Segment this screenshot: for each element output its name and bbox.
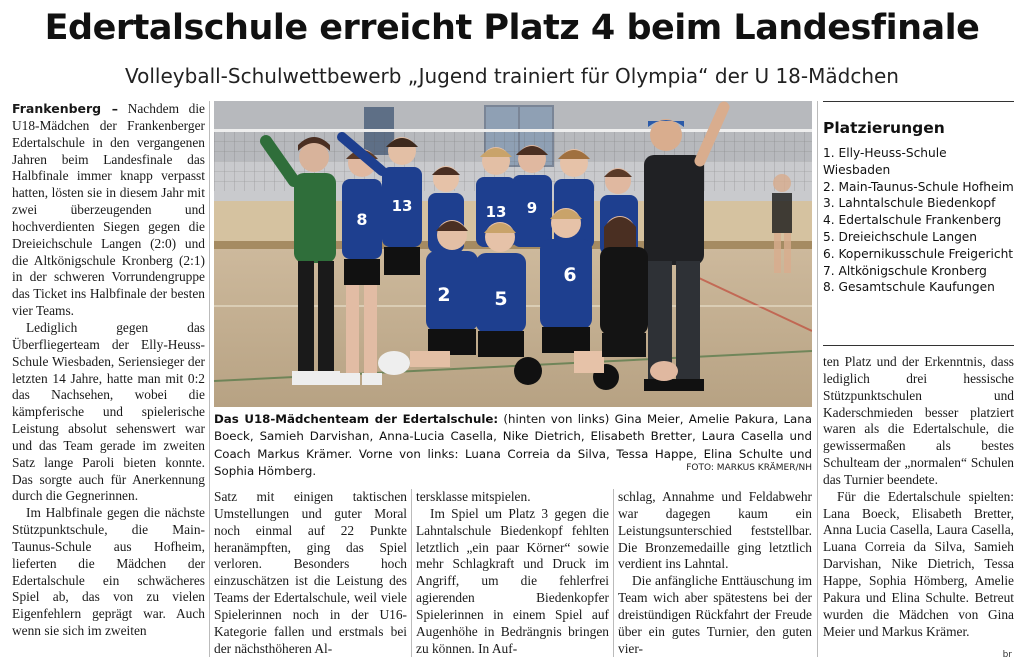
svg-text:9: 9 xyxy=(526,199,538,217)
ranking-item: 8. Gesamtschule Kaufungen xyxy=(823,280,995,295)
paragraph: Im Spiel um Platz 3 gegen die Lahntalschule Biedenkopf fehlten letztlich „ein paar Körner“ sowie mehr Schlagkraft und Druck im Angriff, um die fehlerfrei agierenden Biedenkopfer Spielerinnen in einem Spiel auf Augenhöhe in Bedrängnis bringen zu können. In Auf- xyxy=(416,505,609,656)
article-column-3 xyxy=(416,489,609,657)
ranking-item: 2. Main-Taunus-Schule Hofheim xyxy=(823,179,1014,194)
paragraph: ten Platz und der Erkenntnis, dass lediglich drei hessische Stützpunktschulen und Kaderschmieden besser platziert waren als die Edertalschule, die gewissermaßen als bestes Schulteam der „normalen“ Schulen das Turnier beendete. xyxy=(823,354,1014,487)
rankings-list xyxy=(823,145,1014,296)
ranking-item: 6. Kopernikusschule Freigericht xyxy=(823,246,1014,261)
subheadline: Volleyball-Schulwettbewerb „Jugend trainiert für Olympia“ der U 18-Mädchen xyxy=(125,64,899,88)
svg-text:13: 13 xyxy=(485,203,507,221)
caption-title: Das U18-Mädchenteam der Edertalschule: xyxy=(214,412,499,426)
svg-text:2: 2 xyxy=(437,284,451,306)
column-divider xyxy=(613,489,614,657)
svg-text:8: 8 xyxy=(356,210,368,229)
paragraph: Die anfängliche Enttäuschung im Team wich aber spätestens bei der dreistündigen Rückfahrt der Freude über ein gutes Turnier, den guten vier- xyxy=(618,573,812,656)
article-column-1 xyxy=(12,101,205,654)
svg-text:5: 5 xyxy=(494,288,508,310)
dateline: Frankenberg – xyxy=(12,101,119,116)
paragraph: Für die Edertalschule spielten: Lana Boeck, Elisabeth Bretter, Anna Lucia Casella, Laura Casella, Luana Correia da Silva, Samieh Darvishan, Nike Dietrich, Tessa Happe, Sophia Hömberg, Amelie Pakura und Elina Schulte. Betreut wurden die Mädchen von Gina Meier und Markus Krämer. xyxy=(823,488,1014,639)
svg-text:13: 13 xyxy=(391,197,413,215)
column-divider xyxy=(411,489,412,657)
ranking-item: 4. Edertalschule Frankenberg xyxy=(823,213,1002,228)
rankings-divider xyxy=(823,345,1014,346)
paragraph: tersklasse mitspielen. xyxy=(416,489,531,504)
rankings-box xyxy=(823,101,1014,296)
caption-text: (hinten von links) Gina Meier, Amelie Pakura, Lana Boeck, Samieh Darvishan, Anna-Lucia Casella, Nike Dietrich, Elisabeth Bretter, Laura Casella und Coach Markus Krämer. Vorne von links: Luana Correia da Silva, Tessa Happe, Elina Schulte und Sophia Hömberg. xyxy=(214,412,812,478)
paragraph: schlag, Annahme und Feldabwehr war dagegen kaum ein Leistungsunterschied feststellbar. Die Bronzemedaille ging letztlich verdient ins Lahntal. xyxy=(618,489,812,572)
column-divider xyxy=(817,101,818,657)
paragraph: Satz mit einigen taktischen Umstellungen und guter Moral noch einmal auf 22 Punkte heranämpften, ging das Spiel verloren. Besonders hoch einzuschätzen ist die Leistung des Teams der Edertalschule, weil viele Spielerinnen noch in der U16-Kategorie fallen und erstmals bei der nächsthöheren Al- xyxy=(214,489,407,656)
svg-text:6: 6 xyxy=(563,264,577,286)
ranking-item: 7. Altkönigschule Kronberg xyxy=(823,263,987,278)
paragraph: Lediglich gegen das Überfliegerteam der Elly-Heuss-Schule Wiesbaden, Seriensieger der letzten 14 Jahre, hatte man mit 0:2 das Nachsehen, wobei die kämpferische und spielerische Leistung absolut sehenswert war und das Team gerade im zweiten Satz lange Paroli bieten konnte. Das sorgte auch für Anerkennung durch die Gegnerinnen. xyxy=(12,319,205,504)
ranking-item: 5. Dreieichschule Langen xyxy=(823,229,978,244)
headline: Edertalschule erreicht Platz 4 beim Landesfinale xyxy=(44,8,980,48)
team-photo xyxy=(214,101,812,407)
photo-credit: FOTO: MARKUS KRÄMER/NH xyxy=(686,463,812,473)
rankings-title: Platzierungen xyxy=(823,119,945,137)
author-byline: br xyxy=(1002,650,1012,660)
ranking-item: 3. Lahntalschule Biedenkopf xyxy=(823,196,996,211)
column-divider xyxy=(209,101,210,657)
ranking-item: 1. Elly-Heuss-Schule Wiesbaden xyxy=(823,146,947,177)
article-column-4 xyxy=(618,489,812,657)
article-column-5 xyxy=(823,354,1014,650)
paragraph: Nachdem die U18-Mädchen der Frankenberger Edertalschule in den vergangenen Jahren beim Landesfinale das Halbfinale immer knapp verpasst hatten, lösten sie in diesem Jahr mit zwei überzeugenden und hochverdienten Siegen gegen die Dreieichschule Langen (2:0) und die Altkönigschule Kronberg (2:1) in der schweren Vorrundengruppe das Ticket ins Halbfinale der besten vier Teams. xyxy=(12,101,205,319)
paragraph: Im Halbfinale gegen die nächste Stützpunktschule, die Main-Taunus-Schule aus Hofheim, lieferten die Mädchen der Edertalschule ein schwächeres Spiel ab, das von zu vielen Eigenfehlern geprägt war. Auch wenn sie sich im zweiten xyxy=(12,505,205,639)
article-column-2 xyxy=(214,489,407,657)
